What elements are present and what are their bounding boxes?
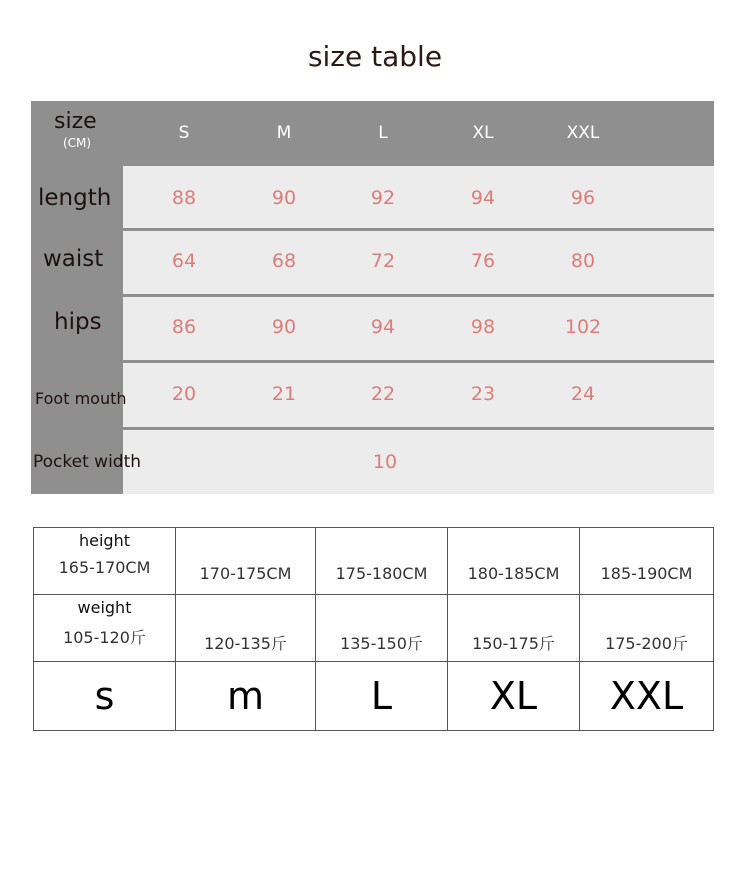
corner-unit: (CM) <box>63 136 92 150</box>
height-range: 180-185CM <box>467 564 560 583</box>
row-label: Pocket width <box>33 452 142 472</box>
cell <box>34 595 176 662</box>
row-label: waist <box>43 246 104 272</box>
height-range: 175-180CM <box>335 564 428 583</box>
cell: 10 <box>372 451 398 473</box>
cell: 20 <box>171 383 197 405</box>
table-row <box>123 430 714 494</box>
height-label: height <box>79 531 130 550</box>
table-row <box>34 528 714 595</box>
size-header: XXL <box>566 123 600 143</box>
cell: 68 <box>271 250 297 272</box>
page-title: size table <box>307 40 443 73</box>
cell: 24 <box>570 383 596 405</box>
size-table <box>31 101 714 494</box>
cell <box>34 528 176 595</box>
size-cell: L <box>316 662 448 731</box>
cell: 90 <box>271 187 297 209</box>
cell: 92 <box>370 187 396 209</box>
table-row <box>34 595 714 662</box>
table-row <box>123 166 714 228</box>
corner-label: size <box>54 109 97 134</box>
cell <box>316 528 448 595</box>
cell <box>448 595 580 662</box>
table-row <box>34 662 714 731</box>
cell <box>448 528 580 595</box>
size-cell: XXL <box>580 662 714 731</box>
cell: 94 <box>370 316 396 338</box>
weight-range: 175-200斤 <box>605 634 688 653</box>
cell <box>316 595 448 662</box>
cell: 90 <box>271 316 297 338</box>
cell <box>176 528 316 595</box>
size-cell: s <box>34 662 176 731</box>
table-row <box>123 231 714 294</box>
size-header: M <box>276 123 292 143</box>
cell: 86 <box>171 316 197 338</box>
height-range: 165-170CM <box>58 558 151 577</box>
row-label: hips <box>54 309 102 335</box>
cell <box>580 595 714 662</box>
cell: 98 <box>470 316 496 338</box>
cell: 88 <box>171 187 197 209</box>
size-cell: m <box>176 662 316 731</box>
weight-range: 105-120斤 <box>63 628 146 647</box>
cell: 22 <box>370 383 396 405</box>
cell: 64 <box>171 250 197 272</box>
row-label: Foot mouth <box>35 389 127 408</box>
cell: 94 <box>470 187 496 209</box>
size-header: XL <box>472 123 494 143</box>
cell: 76 <box>470 250 496 272</box>
cell: 80 <box>570 250 596 272</box>
weight-label: weight <box>77 598 132 617</box>
height-range: 170-175CM <box>199 564 292 583</box>
cell: 23 <box>470 383 496 405</box>
cell: 72 <box>370 250 396 272</box>
cell: 21 <box>271 383 297 405</box>
size-header: L <box>378 123 388 143</box>
height-range: 185-190CM <box>600 564 693 583</box>
size-header: S <box>178 123 190 143</box>
row-label: length <box>38 185 112 211</box>
fit-table <box>33 527 714 731</box>
cell: 102 <box>564 316 602 338</box>
table-row <box>123 297 714 360</box>
size-cell: XL <box>448 662 580 731</box>
weight-range: 150-175斤 <box>472 634 555 653</box>
cell: 96 <box>570 187 596 209</box>
weight-range: 135-150斤 <box>340 634 423 653</box>
weight-range: 120-135斤 <box>204 634 287 653</box>
cell <box>580 528 714 595</box>
table-row <box>123 363 714 427</box>
cell <box>176 595 316 662</box>
